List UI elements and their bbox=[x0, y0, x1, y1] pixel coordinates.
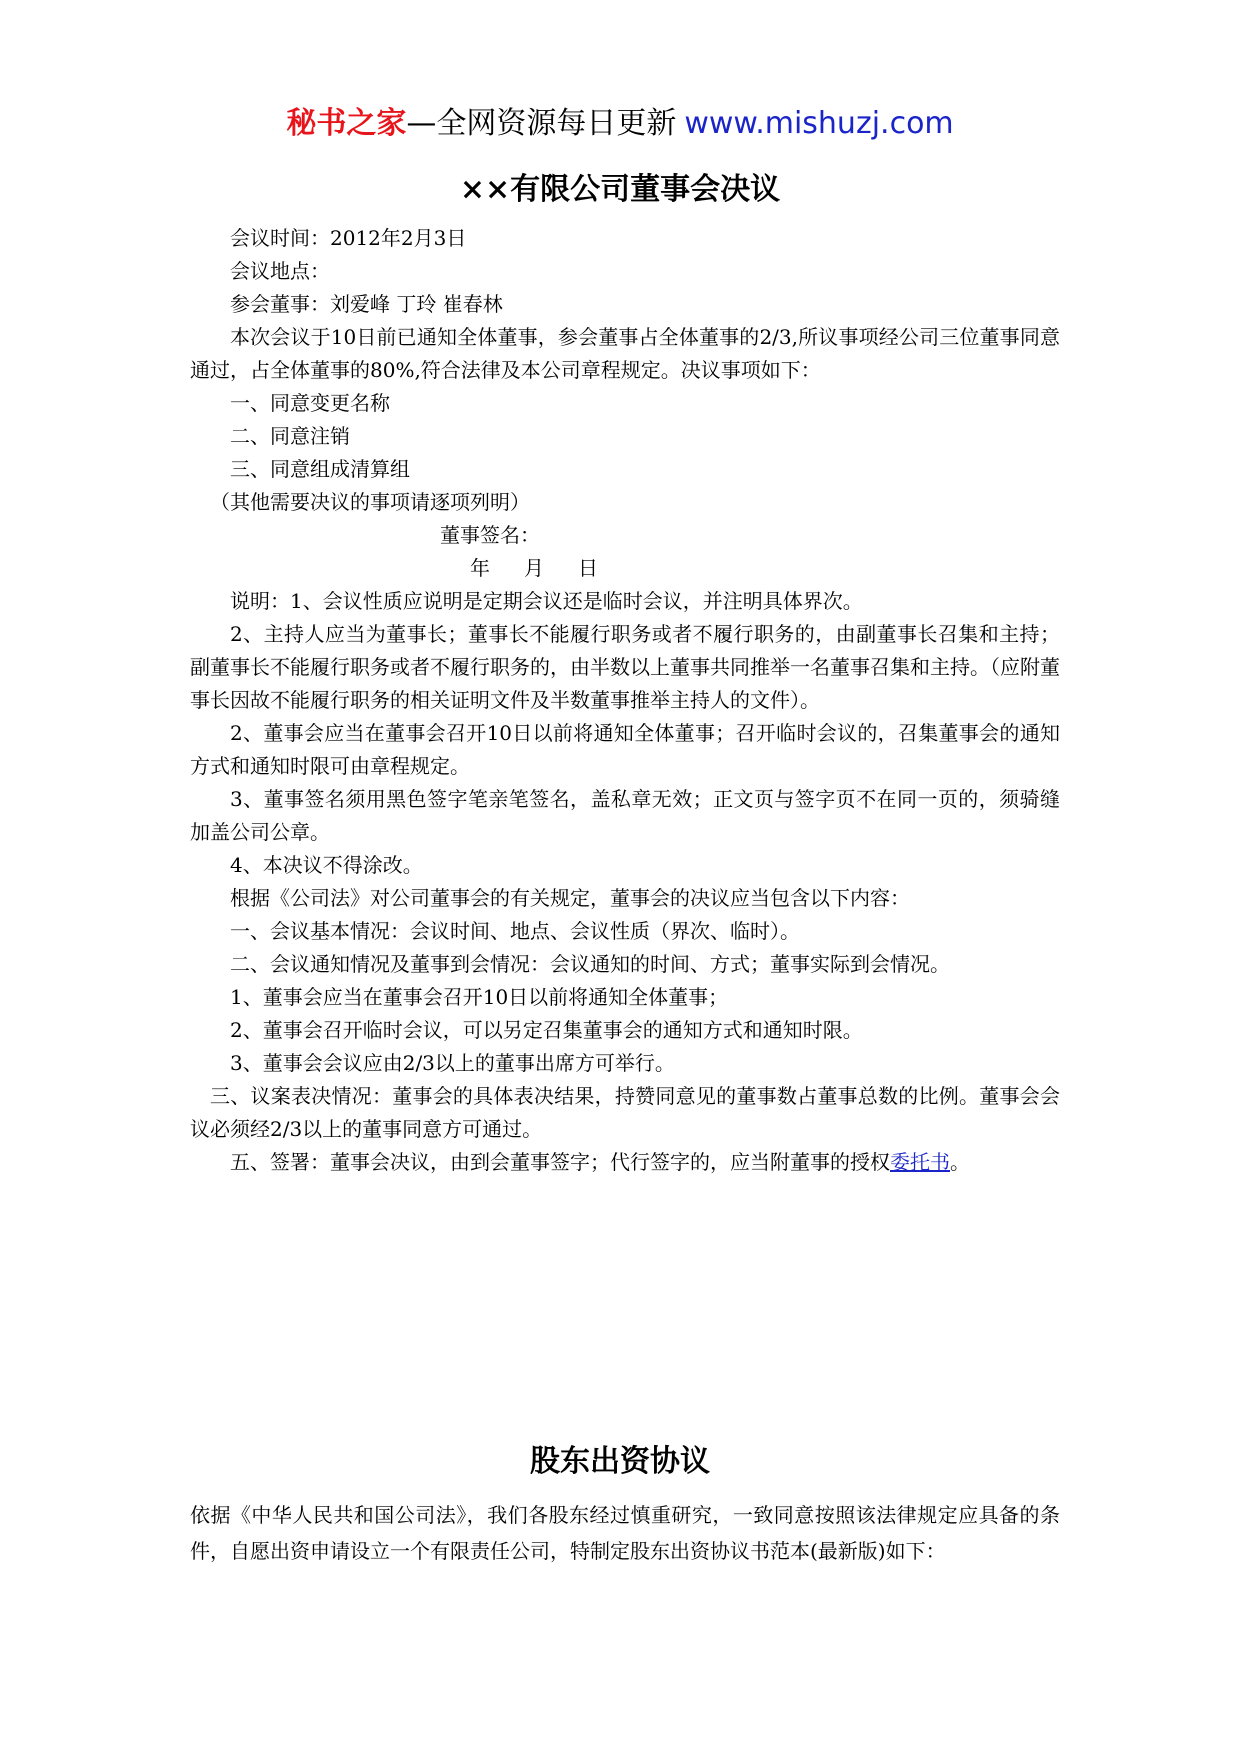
resolution-others-note: （其他需要决议的事项请逐项列明） bbox=[210, 490, 530, 514]
requirement-2: 二、会议通知情况及董事到会情况：会议通知的时间、方式；董事实际到会情况。 bbox=[230, 952, 950, 976]
signature-date-line bbox=[190, 552, 1060, 585]
meeting-attendees: 参会董事：刘爱峰 丁玲 崔春林 bbox=[230, 292, 503, 316]
director-signature-line: 董事签名： bbox=[440, 523, 540, 547]
resolution-item-3: 三、同意组成清算组 bbox=[230, 457, 410, 481]
requirement-5 bbox=[190, 1146, 1060, 1179]
note-3: 2、董事会应当在董事会召开10日以前将通知全体董事；召开临时会议的，召集董事会的通知方式和通知时限可由章程规定。 bbox=[190, 721, 1060, 778]
date-month: 月 bbox=[524, 556, 544, 580]
requirement-2-3: 3、董事会会议应由2/3以上的董事出席方可举行。 bbox=[230, 1051, 675, 1075]
requirement-5-end: 。 bbox=[950, 1150, 970, 1174]
date-year: 年 bbox=[470, 556, 490, 580]
site-banner bbox=[0, 100, 1240, 148]
agreement-body bbox=[190, 1497, 1060, 1569]
site-slogan: —全网资源每日更新 bbox=[406, 106, 677, 141]
note-5: 4、本决议不得涂改。 bbox=[230, 853, 423, 877]
meeting-intro: 本次会议于10日前已通知全体董事，参会董事占全体董事的2/3,所议事项经公司三位董事同意通过，占全体董事的80%,符合法律及本公司章程规定。决议事项如下： bbox=[190, 325, 1060, 382]
power-of-attorney-link[interactable]: 委托书 bbox=[890, 1150, 950, 1174]
note-4: 3、董事签名须用黑色签字笔亲笔签名，盖私章无效；正文页与签字页不在同一页的，须骑缝加盖公司公章。 bbox=[190, 787, 1060, 844]
site-url-link[interactable]: www.mishuzj.com bbox=[684, 106, 954, 141]
meeting-time: 会议时间：2012年2月3日 bbox=[230, 226, 467, 250]
requirement-3: 三、议案表决情况：董事会的具体表决结果，持赞同意见的董事数占董事总数的比例。董事会会议必须经2/3以上的董事同意方可通过。 bbox=[190, 1084, 1060, 1141]
law-reference: 根据《公司法》对公司董事会的有关规定，董事会的决议应当包含以下内容： bbox=[230, 886, 910, 910]
requirement-5-text: 五、签署：董事会决议，由到会董事签字；代行签字的，应当附董事的授权 bbox=[230, 1150, 890, 1174]
resolution-body bbox=[190, 222, 1060, 1179]
meeting-place: 会议地点： bbox=[230, 259, 330, 283]
date-day: 日 bbox=[578, 556, 598, 580]
resolution-item-2: 二、同意注销 bbox=[230, 424, 350, 448]
note-1: 说明：1、会议性质应说明是定期会议还是临时会议，并注明具体界次。 bbox=[230, 589, 863, 613]
resolution-title: ××有限公司董事会决议 bbox=[459, 172, 781, 207]
agreement-intro: 依据《中华人民共和国公司法》，我们各股东经过慎重研究，一致同意按照该法律规定应具备的条件，自愿出资申请设立一个有限责任公司，特制定股东出资协议书范本(最新版)如下： bbox=[190, 1503, 1060, 1563]
requirement-2-2: 2、董事会召开临时会议，可以另定召集董事会的通知方式和通知时限。 bbox=[230, 1018, 863, 1042]
resolution-item-1: 一、同意变更名称 bbox=[230, 391, 390, 415]
requirement-1: 一、会议基本情况：会议时间、地点、会议性质（界次、临时）。 bbox=[230, 919, 800, 943]
requirement-2-1: 1、董事会应当在董事会召开10日以前将通知全体董事； bbox=[230, 985, 729, 1009]
agreement-title: 股东出资协议 bbox=[530, 1444, 710, 1479]
note-2: 2、主持人应当为董事长；董事长不能履行职务或者不履行职务的，由副董事长召集和主持；副董事长不能履行职务或者不履行职务的，由半数以上董事共同推举一名董事召集和主持。（应附董事长因故不能履行职务的相关证明文件及半数董事推举主持人的文件）。 bbox=[190, 622, 1060, 712]
site-brand: 秘书之家 bbox=[286, 106, 407, 141]
